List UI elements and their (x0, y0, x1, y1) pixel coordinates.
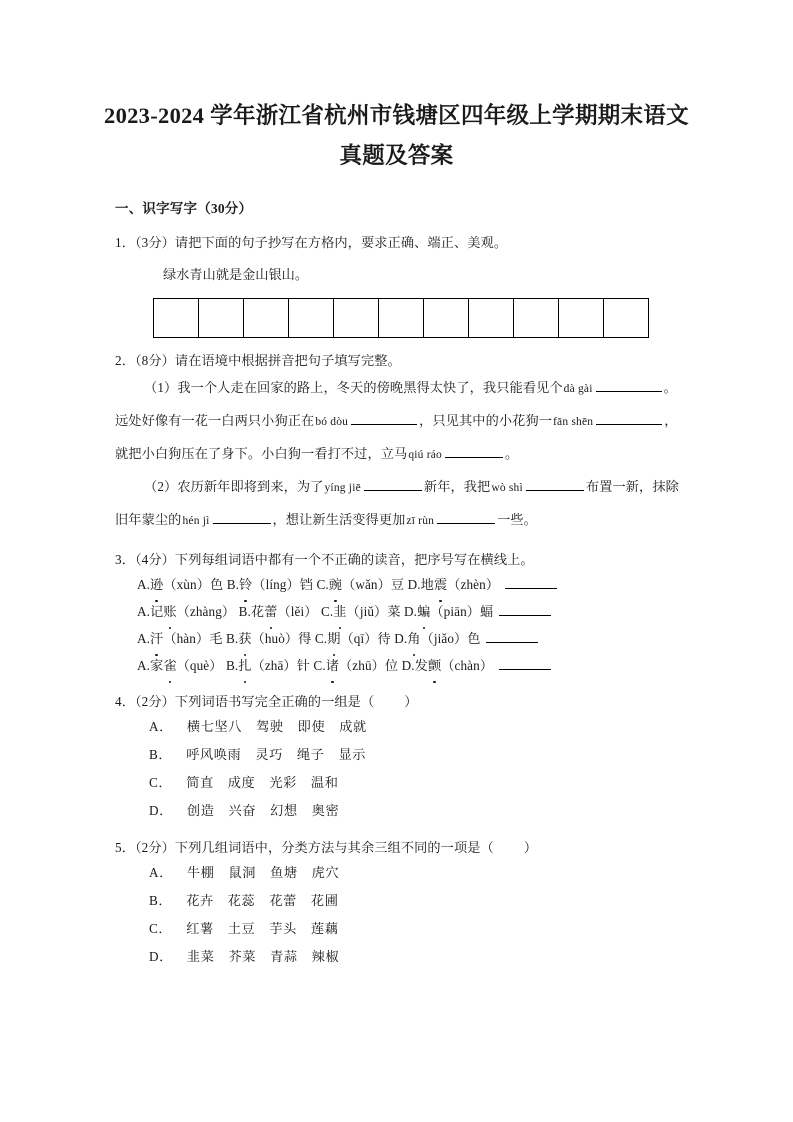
dotted-character: 角 (407, 625, 420, 652)
q2-p1-text-1: 我一个人走在回家的路上，冬天的傍晚黑得太快了，我只能看见个 (177, 380, 563, 395)
choice-pinyin: （líng）铛 (252, 577, 314, 592)
question-4-stem-close: ） (404, 694, 418, 709)
question-5-stem-text: 5．（2分）下列几组词语中，分类方法与其余三组不同的一项是（ (115, 840, 494, 855)
question-3-choice[interactable] (394, 631, 480, 646)
choice-pinyin: （huò）得 (251, 631, 312, 646)
q2-p1-text-4: ，就把小白狗压在了身下。小白狗一看打不过，立马 (115, 413, 678, 461)
choice-letter: B. (225, 658, 239, 673)
question-3-choice[interactable] (315, 631, 391, 646)
dotted-character: 逊 (150, 571, 163, 598)
option-word: 辣椒 (311, 949, 340, 964)
option-word: 温和 (310, 775, 339, 790)
option-word: 灵巧 (255, 747, 283, 762)
question-2-part-1 (115, 372, 683, 471)
option-word: 芋头 (269, 921, 297, 936)
character-grid-cell[interactable] (289, 299, 334, 338)
choice-pinyin: （hàn）毛 (163, 631, 223, 646)
q2-p2-text-4: ，想让新生活变得更加 (272, 512, 406, 527)
option-word: 简直 (186, 775, 214, 790)
q2-p1-pinyin-3: fān shēn (553, 416, 594, 428)
question-3-choice[interactable] (408, 577, 500, 592)
character-grid-cell[interactable] (244, 299, 289, 338)
question-5-options (115, 859, 683, 971)
choice-pinyin: （lěi） (277, 604, 318, 619)
dotted-character: 诸 (326, 652, 339, 679)
question-3-answer-blank[interactable] (486, 642, 538, 643)
q2-p1-text-2: 。远处好像有一花一白两只小狗正在 (115, 380, 677, 428)
choice-letter: C. (316, 577, 329, 592)
character-grid-cell[interactable] (154, 299, 199, 338)
q2-p2-pinyin-1: yíng jiē (324, 482, 361, 494)
choice-pinyin: （zhū）位 (339, 658, 399, 673)
question-4-option[interactable] (115, 797, 683, 825)
q2-p2-text-2: 新年，我把 (423, 479, 491, 494)
character-grid-cell[interactable] (334, 299, 379, 338)
option-letter: C． (149, 921, 173, 936)
choice-letter: B. (226, 577, 239, 592)
question-2 (115, 349, 683, 537)
dotted-character: 颤 (428, 652, 441, 679)
choice-pinyin: （piān）蝠 (430, 604, 494, 619)
choice-letter: A. (137, 604, 151, 619)
question-3-choice[interactable] (137, 604, 235, 619)
question-5-option[interactable] (115, 887, 683, 915)
question-5 (115, 836, 683, 971)
question-3 (115, 548, 683, 679)
option-word: 红薯 (186, 921, 214, 936)
question-3-answer-blank[interactable] (499, 615, 551, 616)
q2-p2-text-5: 一些。 (497, 512, 537, 527)
q2-p1-pinyin-4: qiú ráo (408, 449, 442, 461)
character-grid[interactable] (153, 298, 649, 338)
choice-pinyin: （jiǎo）色 (420, 631, 481, 646)
question-3-choice[interactable] (316, 577, 404, 592)
q2-p2-blank-1[interactable] (364, 490, 422, 491)
character-grid-cell[interactable] (604, 299, 649, 338)
option-word: 驾驶 (256, 719, 284, 734)
option-letter: C． (149, 775, 173, 790)
choice-pinyin: （xùn）色 (163, 577, 224, 592)
question-4-option[interactable] (115, 769, 683, 797)
choice-text: 记 (150, 604, 164, 619)
question-3-stem: 3．（4分）下列每组词语中都有一个不正确的读音，把序号写在横线上。 (115, 552, 534, 567)
q2-p1-blank-3[interactable] (596, 424, 662, 425)
question-3-choice[interactable] (137, 577, 223, 592)
question-4-options (115, 713, 683, 825)
q2-p2-blank-2[interactable] (526, 490, 584, 491)
character-grid-cell[interactable] (514, 299, 559, 338)
question-5-option[interactable] (115, 943, 683, 971)
option-word: 花蕾 (269, 893, 297, 908)
choice-letter: A. (137, 658, 151, 673)
option-letter: D． (149, 949, 173, 964)
character-grid-row (154, 299, 649, 338)
question-3-choice[interactable] (402, 658, 494, 673)
option-word: 成就 (339, 719, 367, 734)
question-5-option[interactable] (115, 859, 683, 887)
dotted-character: 铃 (239, 571, 252, 598)
question-3-row (115, 652, 683, 679)
character-grid-cell[interactable] (199, 299, 244, 338)
choice-pinyin: （zhèn） (447, 577, 500, 592)
q2-p1-label: （1） (144, 380, 178, 395)
choice-letter: B. (225, 631, 239, 646)
question-2-part-2 (115, 471, 683, 537)
q2-p2-label: （2） (144, 479, 178, 494)
question-4-stem-text: 4．（2分）下列词语书写完全正确的一组是（ (115, 694, 375, 709)
q2-p2-blank-4[interactable] (437, 523, 495, 524)
option-word: 呼风唤雨 (186, 747, 242, 762)
choice-letter: D. (404, 604, 418, 619)
option-letter: D． (149, 803, 173, 818)
option-letter: A． (149, 865, 173, 880)
q2-p2-pinyin-2: wò shì (491, 482, 523, 494)
document-content (0, 198, 793, 971)
question-2-stem: 2．（8分）请在语境中根据拼音把句子填写完整。 (115, 353, 401, 368)
question-3-choice[interactable] (227, 577, 313, 592)
option-word: 虎穴 (311, 865, 340, 880)
question-1-stem: 1．（3分）请把下面的句子抄写在方格内，要求正确、端正、美观。 (115, 235, 508, 250)
choice-text: 花 (250, 604, 265, 619)
option-word: 鱼塘 (270, 865, 298, 880)
question-3-choice[interactable] (404, 604, 493, 619)
page-title-line-1: 2023-2024 学年浙江省杭州市钱塘区四年级上学期期末语文 (104, 103, 689, 128)
option-word: 兴奋 (228, 803, 257, 818)
dotted-character: 账 (163, 598, 176, 625)
page-title-line-2: 真题及答案 (339, 143, 454, 168)
q2-p2-blank-3[interactable] (213, 523, 271, 524)
q2-p1-text-3: ，只见其中的小花狗一 (419, 413, 553, 428)
q2-p1-blank-2[interactable] (351, 424, 417, 425)
dotted-character: 汗 (150, 625, 163, 652)
question-3-choice[interactable] (321, 604, 401, 619)
choice-letter: C. (320, 604, 334, 619)
question-3-choice[interactable] (313, 658, 398, 673)
q2-p1-pinyin-1: dà gài (563, 383, 593, 395)
character-grid-cell[interactable] (424, 299, 469, 338)
option-letter: B． (149, 893, 173, 908)
question-3-choice[interactable] (239, 604, 318, 619)
option-word: 花圃 (310, 893, 339, 908)
option-word: 芥菜 (228, 949, 257, 964)
dotted-character: 扎 (238, 652, 251, 679)
dotted-character: 豌 (329, 571, 342, 598)
question-4-stem (115, 690, 683, 713)
question-3-choice[interactable] (226, 658, 310, 673)
option-word: 成度 (227, 775, 256, 790)
choice-letter: A. (137, 577, 151, 592)
question-3-answer-blank[interactable] (505, 588, 557, 589)
choice-pinyin: （qī）待 (340, 631, 391, 646)
q2-p1-blank-4[interactable] (445, 457, 503, 458)
question-1 (115, 231, 683, 338)
option-letter: A． (149, 719, 173, 734)
choice-letter: C. (314, 631, 328, 646)
option-word: 韭菜 (186, 949, 215, 964)
section-heading-1: 一、识字写字（30分） (115, 201, 253, 216)
q2-p2-pinyin-4: zī rùn (406, 515, 435, 527)
dotted-character: 蝙 (417, 598, 430, 625)
choice-text: 地 (420, 577, 434, 592)
question-5-stem (115, 836, 683, 859)
question-5-option[interactable] (115, 915, 683, 943)
question-5-stem-close: ） (523, 840, 538, 855)
question-3-answer-blank[interactable] (499, 669, 551, 670)
option-word: 青蒜 (270, 949, 298, 964)
choice-pinyin: （zhā）针 (251, 658, 311, 673)
question-4-option[interactable] (115, 741, 683, 769)
option-word: 幻想 (270, 803, 298, 818)
q2-p1-pinyin-2: bó dòu (315, 416, 349, 428)
character-grid-cell[interactable] (559, 299, 604, 338)
choice-letter: D. (401, 658, 415, 673)
choice-text: 发 (414, 658, 428, 673)
q2-p1-text-5: 。 (504, 446, 519, 461)
question-4 (115, 690, 683, 825)
character-grid-cell[interactable] (379, 299, 424, 338)
option-word: 即使 (297, 719, 326, 734)
choice-pinyin: （chàn） (441, 658, 494, 673)
dotted-character: 雀 (163, 652, 176, 679)
option-word: 显示 (338, 747, 367, 762)
choice-letter: D. (407, 577, 421, 592)
choice-pinyin: （wǎn）豆 (342, 577, 405, 592)
option-word: 土豆 (227, 921, 256, 936)
character-grid-cell[interactable] (469, 299, 514, 338)
dotted-character: 震 (434, 571, 447, 598)
option-word: 莲藕 (310, 921, 339, 936)
option-word: 花蕊 (227, 893, 256, 908)
question-3-row (115, 598, 683, 625)
question-3-rows (115, 571, 683, 679)
choice-letter: D. (394, 631, 408, 646)
choice-pinyin: （jiǔ）菜 (346, 604, 401, 619)
question-1-sentence: 绿水青山就是金山银山。 (163, 267, 309, 282)
title-block (0, 0, 793, 176)
choice-pinyin: （què） (176, 658, 223, 673)
dotted-character: 期 (327, 625, 340, 652)
q2-p2-text-1: 农历新年即将到来，为了 (177, 479, 324, 494)
dotted-character: 获 (238, 625, 251, 652)
option-word: 花卉 (186, 893, 214, 908)
choice-pinyin: （zhàng） (176, 604, 236, 619)
dotted-character: 韭 (333, 598, 346, 625)
option-word: 奥密 (311, 803, 340, 818)
q2-p2-pinyin-3: hén jì (182, 515, 210, 527)
option-word: 牛棚 (186, 865, 215, 880)
question-4-option[interactable] (115, 713, 683, 741)
q2-p1-blank-1[interactable] (596, 391, 662, 392)
option-word: 光彩 (269, 775, 297, 790)
option-word: 横七坚八 (186, 719, 243, 734)
question-3-choice[interactable] (137, 658, 223, 673)
question-1-grid-wrap (115, 298, 683, 338)
dotted-character: 蕾 (264, 598, 277, 625)
q2-p2-text-3: 布置一新，抹除旧年蒙尘的 (115, 479, 679, 527)
option-word: 鼠洞 (228, 865, 257, 880)
question-3-choice[interactable] (226, 631, 312, 646)
option-word: 绳子 (296, 747, 325, 762)
question-3-row (115, 625, 683, 652)
option-word: 创造 (186, 803, 215, 818)
choice-letter: A. (137, 631, 151, 646)
question-3-row (115, 571, 683, 598)
choice-letter: C. (313, 658, 326, 673)
choice-text: 家 (150, 658, 164, 673)
option-letter: B． (149, 747, 173, 762)
question-3-choice[interactable] (137, 631, 223, 646)
choice-letter: B. (238, 604, 251, 619)
